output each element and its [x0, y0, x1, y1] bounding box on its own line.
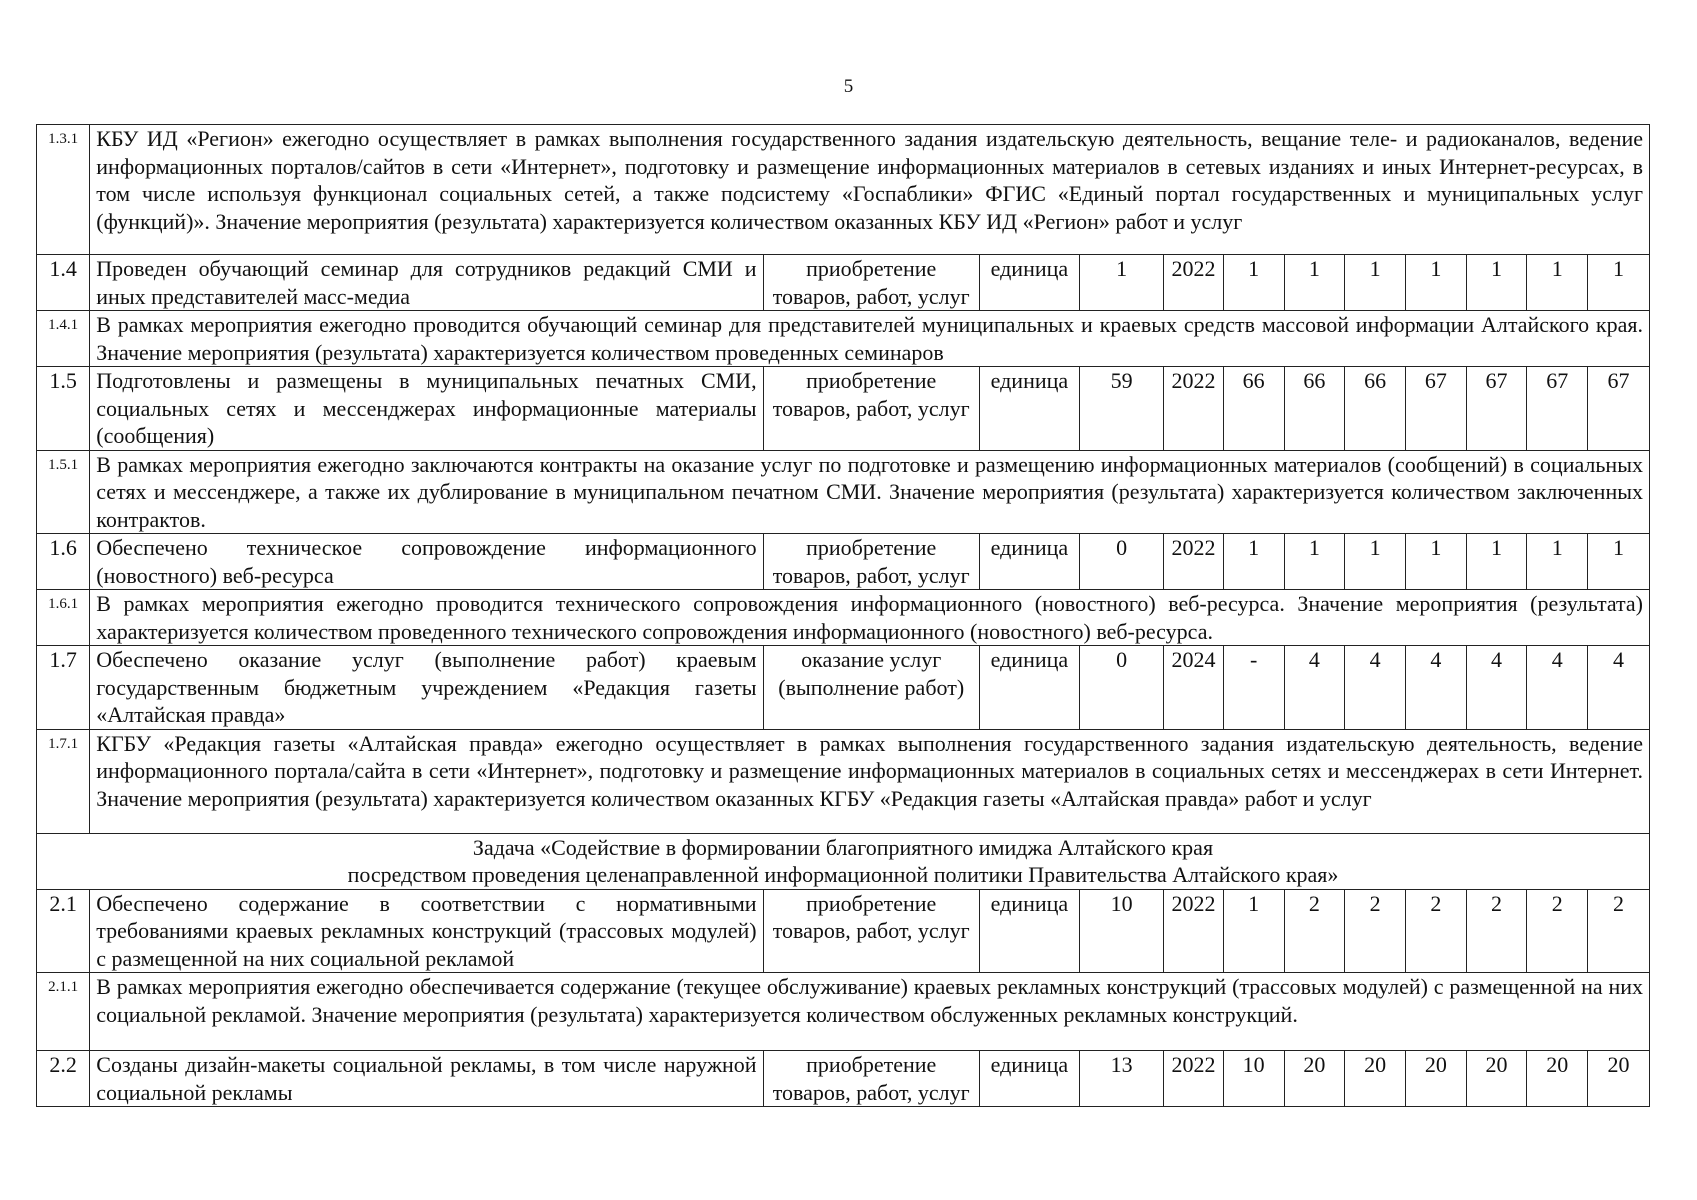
year-value: 4 — [1405, 646, 1466, 730]
year-value: 1 — [1345, 534, 1406, 590]
activity-type: приобретение товаров, работ, услуг — [763, 1051, 979, 1107]
base-value: 0 — [1079, 534, 1163, 590]
task-heading — [37, 833, 1650, 889]
year-value: 67 — [1588, 367, 1650, 451]
row-number: 1.5.1 — [37, 450, 90, 534]
year-value: 10 — [1223, 1051, 1284, 1107]
activity-type: приобретение товаров, работ, услуг — [763, 534, 979, 590]
year-value: 1 — [1466, 255, 1527, 311]
row-description: В рамках мероприятия ежегодно заключаются контракты на оказание услуг по подготовке и размещению информационных материалов (сообщений) в социальных сетях и мессенджере, а также их дублирование в муниципальном печатном СМИ. Значение мероприятия (результата) характеризуется количеством заключенных контрактов. — [90, 450, 1650, 534]
base-year: 2022 — [1164, 1051, 1224, 1107]
year-value: 20 — [1466, 1051, 1527, 1107]
row-number: 1.4.1 — [37, 311, 90, 367]
year-value: 67 — [1527, 367, 1588, 451]
row-number: 1.3.1 — [37, 125, 90, 255]
activity-row — [37, 1051, 1650, 1107]
year-value: 66 — [1345, 367, 1406, 451]
year-value: 67 — [1466, 367, 1527, 451]
year-value: 4 — [1345, 646, 1406, 730]
row-description: КБУ ИД «Регион» ежегодно осуществляет в рамках выполнения государственного задания издательскую деятельность, вещание теле- и радиоканалов, ведение информационных порталов/сайтов в сети «Интернет», подготовку и размещение информационных материалов в сетевых изданиях и иных Интернет-ресурсах, в том числе используя функционал социальных сетей, а также подсистему «Госпаблики» ФГИС «Единый портал государственных и муниципальных услуг (функций)». Значение мероприятия (результата) характеризуется количеством оказанных КБУ ИД «Регион» работ и услуг — [90, 125, 1650, 255]
task-line-2: посредством проведения целенаправленной информационной политики Правительства Алтайского края» — [347, 862, 1339, 887]
year-value: 2 — [1588, 889, 1650, 973]
year-value: 4 — [1466, 646, 1527, 730]
unit-of-measure: единица — [979, 367, 1079, 451]
activity-name: Обеспечено оказание услуг (выполнение работ) краевым государственным бюджетным учреждением «Редакция газеты «Алтайская правда» — [90, 646, 763, 730]
activity-row — [37, 367, 1650, 451]
year-value: 2 — [1345, 889, 1406, 973]
activity-name: Созданы дизайн-макеты социальной рекламы, в том числе наружной социальной рекламы — [90, 1051, 763, 1107]
year-value: 2 — [1405, 889, 1466, 973]
base-year: 2022 — [1164, 889, 1224, 973]
year-value: 4 — [1284, 646, 1345, 730]
row-number: 1.6.1 — [37, 590, 90, 646]
year-value: 1 — [1223, 255, 1284, 311]
activity-name: Подготовлены и размещены в муниципальных печатных СМИ, социальных сетях и мессенджерах информационные материалы (сообщения) — [90, 367, 763, 451]
year-value: 67 — [1405, 367, 1466, 451]
base-value: 59 — [1079, 367, 1163, 451]
activity-row — [37, 646, 1650, 730]
description-row — [37, 973, 1650, 1051]
description-row — [37, 311, 1650, 367]
activity-row — [37, 534, 1650, 590]
activity-type: приобретение товаров, работ, услуг — [763, 889, 979, 973]
unit-of-measure: единица — [979, 534, 1079, 590]
base-value: 1 — [1079, 255, 1163, 311]
activity-type: приобретение товаров, работ, услуг — [763, 255, 979, 311]
activity-name: Обеспечено техническое сопровождение информационного (новостного) веб-ресурса — [90, 534, 763, 590]
year-value: 20 — [1405, 1051, 1466, 1107]
row-number: 1.7.1 — [37, 729, 90, 833]
year-value: 20 — [1588, 1051, 1650, 1107]
task-line-1: Задача «Содействие в формировании благоприятного имиджа Алтайского края — [472, 834, 1214, 860]
activity-row — [37, 255, 1650, 311]
description-row — [37, 729, 1650, 833]
year-value: 1 — [1466, 534, 1527, 590]
row-number: 1.5 — [37, 367, 90, 451]
base-year: 2022 — [1164, 255, 1224, 311]
row-description: КГБУ «Редакция газеты «Алтайская правда» ежегодно осуществляет в рамках выполнения государственного задания издательскую деятельность, ведение информационного портала/сайта в сети «Интернет», подготовку и размещение информационных материалов в социальных сетях и мессенджерах в сети Интернет. Значение мероприятия (результата) характеризуется количеством оказанных КГБУ «Редакция газеты «Алтайская правда» работ и услуг — [90, 729, 1650, 833]
unit-of-measure: единица — [979, 646, 1079, 730]
row-number: 1.7 — [37, 646, 90, 730]
year-value: 1 — [1223, 889, 1284, 973]
year-value: 66 — [1284, 367, 1345, 451]
activity-name: Обеспечено содержание в соответствии с нормативными требованиями краевых рекламных конструкций (трассовых модулей) с размещенной на них социальной рекламой — [90, 889, 763, 973]
activity-row — [37, 889, 1650, 973]
year-value: 2 — [1284, 889, 1345, 973]
year-value: 20 — [1345, 1051, 1406, 1107]
year-value: 1 — [1527, 534, 1588, 590]
unit-of-measure: единица — [979, 1051, 1079, 1107]
base-value: 0 — [1079, 646, 1163, 730]
year-value: 4 — [1527, 646, 1588, 730]
base-year: 2022 — [1164, 534, 1224, 590]
year-value: 4 — [1588, 646, 1650, 730]
base-year: 2024 — [1164, 646, 1224, 730]
unit-of-measure: единица — [979, 255, 1079, 311]
year-value: 1 — [1588, 534, 1650, 590]
row-description: В рамках мероприятия ежегодно проводится технического сопровождения информационного (новостного) веб-ресурса. Значение мероприятия (результата) характеризуется количеством проведенного технического сопровождения информационного (новостного) веб-ресурса. — [90, 590, 1650, 646]
year-value: 1 — [1345, 255, 1406, 311]
unit-of-measure: единица — [979, 889, 1079, 973]
year-value: 20 — [1284, 1051, 1345, 1107]
activity-type: оказание услуг (выполнение работ) — [763, 646, 979, 730]
table-body — [37, 125, 1650, 1107]
base-value: 13 — [1079, 1051, 1163, 1107]
description-row — [37, 125, 1650, 255]
row-number: 1.6 — [37, 534, 90, 590]
year-value: 20 — [1527, 1051, 1588, 1107]
year-value: 2 — [1466, 889, 1527, 973]
row-description: В рамках мероприятия ежегодно проводится обучающий семинар для представителей муниципальных и краевых средств массовой информации Алтайского края. Значение мероприятия (результата) характеризуется количеством проведенных семинаров — [90, 311, 1650, 367]
year-value: 1 — [1527, 255, 1588, 311]
year-value: 1 — [1223, 534, 1284, 590]
activities-table — [36, 124, 1650, 1107]
year-value: 1 — [1588, 255, 1650, 311]
row-number: 2.2 — [37, 1051, 90, 1107]
base-value: 10 — [1079, 889, 1163, 973]
page-number: 5 — [843, 76, 854, 97]
base-year: 2022 — [1164, 367, 1224, 451]
row-description: В рамках мероприятия ежегодно обеспечивается содержание (текущее обслуживание) краевых рекламных конструкций (трассовых модулей) с размещенной на них социальной рекламой. Значение мероприятия (результата) характеризуется количеством обслуженных рекламных конструкций. — [90, 973, 1650, 1051]
activity-name: Проведен обучающий семинар для сотрудников редакций СМИ и иных представителей масс-медиа — [90, 255, 763, 311]
row-number: 2.1 — [37, 889, 90, 973]
row-number: 1.4 — [37, 255, 90, 311]
task-row — [37, 833, 1650, 889]
year-value: 66 — [1223, 367, 1284, 451]
year-value: 1 — [1284, 255, 1345, 311]
row-number: 2.1.1 — [37, 973, 90, 1051]
year-value: 2 — [1527, 889, 1588, 973]
year-value: 1 — [1284, 534, 1345, 590]
year-value: 1 — [1405, 534, 1466, 590]
description-row — [37, 450, 1650, 534]
year-value: - — [1223, 646, 1284, 730]
year-value: 1 — [1405, 255, 1466, 311]
activity-type: приобретение товаров, работ, услуг — [763, 367, 979, 451]
description-row — [37, 590, 1650, 646]
